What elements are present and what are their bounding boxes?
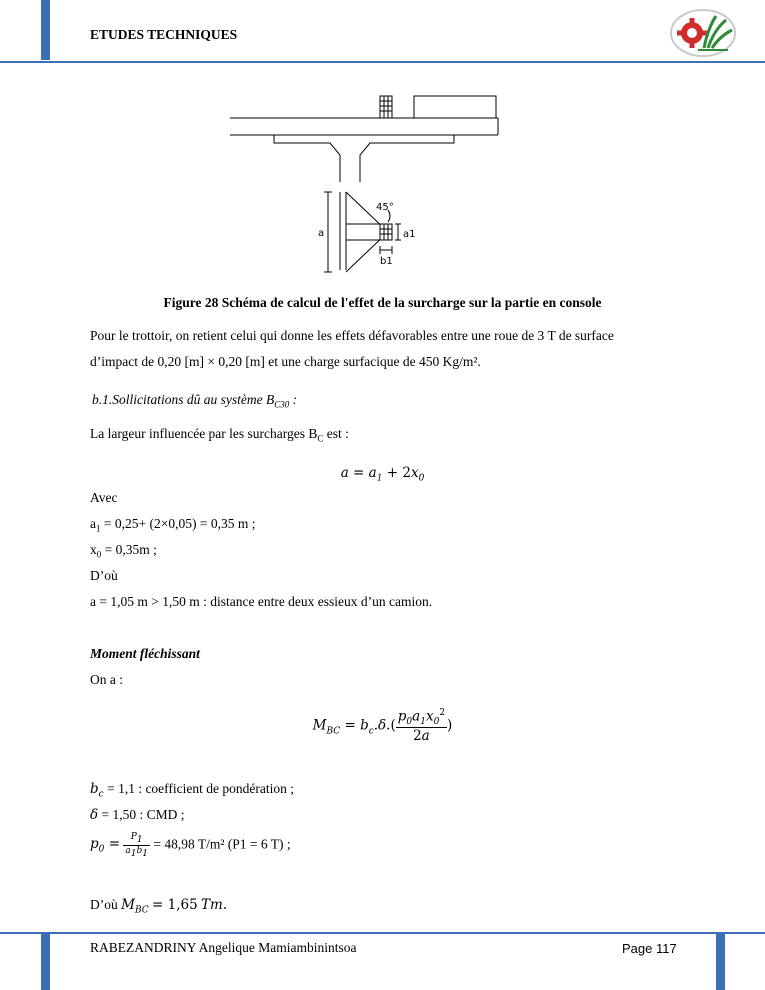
bc-value: = 1,1 : coefficient de pondération ; <box>107 781 295 796</box>
on-a-label: On a : <box>90 672 123 687</box>
footer-left-bar <box>41 934 50 990</box>
section-heading-end: : <box>289 392 298 407</box>
moment-heading: Moment fléchissant <box>90 646 200 661</box>
largeur-intro-text: La largeur influencée par les surcharges B <box>90 426 318 441</box>
footer-author: RABEZANDRINY Angelique Mamiambinintsoa <box>90 940 357 955</box>
footer-right-bar <box>716 934 725 990</box>
result-value: = 1,65 <box>152 897 198 913</box>
label-a: a <box>318 228 325 239</box>
avec-label: Avec <box>90 490 118 505</box>
section-heading-subscript: C30 <box>274 399 290 410</box>
paragraph-1-line-2: d’impact de 0,20 [m] × 0,20 [m] et une charge surfacique de 450 Kg/m². <box>90 354 481 369</box>
x0-value: = 0,35m ; <box>104 542 157 557</box>
x0-line: $x_0 = 0,35m$ ; <box>90 542 157 560</box>
p0-value: = 48,98 T/m² (P1 = 6 T) ; <box>153 836 291 852</box>
equation-a: $a = a_1 + 2x_0$ <box>340 465 425 484</box>
label-b1: b1 <box>380 256 393 267</box>
section-heading-text: b.1.Sollicitations dû au système B <box>92 392 275 407</box>
institution-logo <box>668 8 738 58</box>
a-line: a = 1,05 m > 1,50 m : distance entre deux essieux d’un camion. <box>90 594 433 609</box>
delta-value: = 1,50 : CMD ; <box>101 807 185 822</box>
largeur-end: est : <box>323 426 349 441</box>
header-rule <box>0 61 765 63</box>
label-a1: a1 <box>403 229 416 240</box>
largeur-subscript: C <box>317 433 324 444</box>
section-heading-b1 <box>92 392 297 410</box>
delta-line: δ = 1,50 : CMD ; <box>90 807 185 823</box>
result-unit: Tm. <box>201 897 228 913</box>
header-left-bar <box>41 0 50 60</box>
result-dou: D’où <box>90 897 118 912</box>
footer-rule <box>0 932 765 934</box>
largeur-intro <box>90 426 349 444</box>
bc-line: $b_c = 1,1$ : coefficient de pondération ; <box>90 781 295 800</box>
result-line: D’où $M_{BC} = 1,65$ Tm. <box>90 897 228 916</box>
header-title: ETUDES TECHNIQUES <box>90 27 238 42</box>
p0-line: $p_0$ = $\frac{P_1}{a_1b_1}$ = 48,98 T/m² (P1 = 6 T) ; <box>90 832 291 859</box>
figure-caption: Figure 28 Schéma de calcul de l'effet de la surcharge sur la partie en console <box>163 295 602 310</box>
footer-page-number: Page 117 <box>622 941 677 956</box>
equation-mbc: $M_{BC} = b_c.\delta$.( $\frac{p_0a_1x_0^2}{2a}$ ) <box>312 708 453 745</box>
a1-value: = 0,25+ (2×0,05) = 0,35 m ; <box>103 516 256 531</box>
a1-line: $a_1 = 0,25+ (2\times 0,05) = 0,35$ m ; <box>90 516 256 534</box>
figure-28-diagram <box>228 92 503 277</box>
dou-label: D’où <box>90 568 118 583</box>
label-45-degree: 45° <box>376 202 394 213</box>
paragraph-1-line-1: Pour le trottoir, on retient celui qui donne les effets défavorables entre une roue de 3 T de surface <box>90 328 614 343</box>
